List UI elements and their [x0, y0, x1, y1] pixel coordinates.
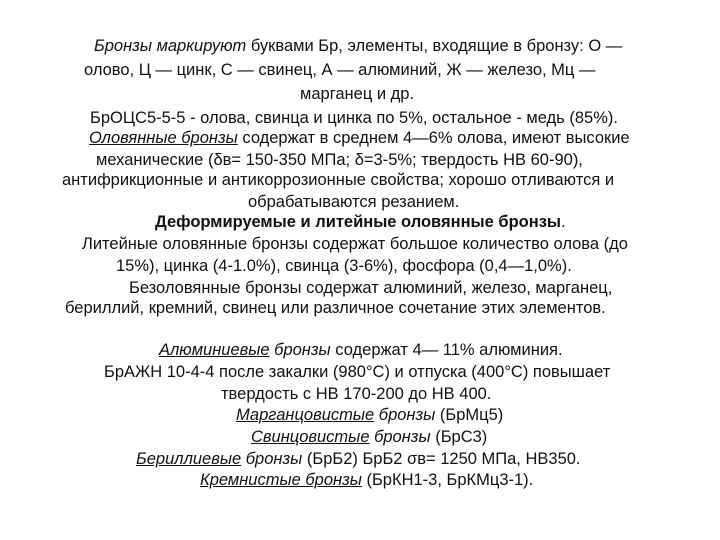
para-tin-line-1 — [89, 128, 709, 148]
para-aluminium-line-1 — [159, 340, 659, 360]
aluminium-term-suffix: бронзы — [269, 341, 331, 359]
lead-grade: (БрС3) — [430, 428, 488, 446]
aluminium-text: содержат 4— 11% алюминия. — [330, 341, 563, 359]
para-markings-line-3: марганец и др. — [300, 85, 415, 103]
beryllium-term-suffix: бронзы — [241, 450, 303, 468]
tin-bronze-text: содержат в среднем 4—6% олова, имеют высокие — [237, 129, 630, 147]
aluminium-term: Алюминиевые — [159, 341, 270, 359]
heading-dot: . — [561, 213, 566, 231]
silicon-term: Кремнистые бронзы — [200, 471, 362, 489]
para-cast-line-1: Литейные оловянные бронзы содержат большое количество олова (до — [82, 235, 628, 253]
silicon-grade: (БрКН1-3, БрКМц3-1). — [361, 471, 534, 489]
para-tin-line-3: антифрикционные и антикоррозионные свойства; хорошо отливаются и — [62, 171, 615, 189]
manganese-term: Марганцовистые — [236, 406, 375, 424]
manganese-grade: (БрМц5) — [435, 406, 504, 424]
markings-term: Бронзы маркируют — [94, 37, 247, 55]
lead-term: Свинцовистые — [251, 428, 370, 446]
section-heading — [155, 212, 655, 232]
para-boc-line: БрОЦС5-5-5 - олова, свинца и цинка по 5%, остальное - медь (85%). — [90, 109, 618, 127]
tin-bronze-term: Оловянные бронзы — [89, 129, 238, 147]
beryllium-term: Бериллиевые — [136, 450, 242, 468]
list-item-beryllium — [136, 449, 696, 469]
heading-text: Деформируемые и литейные оловянные бронзы — [155, 213, 562, 231]
markings-text: буквами Бр, элементы, входящие в бронзу: О — — [246, 37, 623, 55]
para-tin-line-2: механические (δв= 150-350 МПа; δ=3-5%; твердость НВ 60-90), — [96, 151, 583, 169]
lead-term-suffix: бронзы — [369, 428, 431, 446]
para-cast-line-4: бериллий, кремний, свинец или различное сочетание этих элементов. — [65, 299, 606, 317]
para-cast-line-3: Безоловянные бронзы содержат алюминий, железо, марганец, — [129, 279, 613, 297]
para-cast-line-2: 15%), цинка (4-1.0%), свинца (3-6%), фосфора (0,4—1,0%). — [116, 257, 572, 275]
para-tin-line-4: обрабатываются резанием. — [248, 193, 460, 211]
para-aluminium-line-2: БрАЖН 10-4-4 после закалки (980°С) и отпуска (400°С) повышает — [104, 363, 611, 381]
list-item-lead — [251, 427, 651, 447]
beryllium-grade: (БрБ2) БрБ2 σв= 1250 МПа, НВ350. — [302, 450, 581, 468]
list-item-silicon — [200, 470, 700, 490]
list-item-manganese — [236, 405, 636, 425]
para-markings-line-1 — [94, 36, 694, 56]
para-aluminium-line-3: твердость с НВ 170-200 до НВ 400. — [221, 385, 492, 403]
para-markings-line-2: олово, Ц — цинк, С — свинец, А — алюминий, Ж — железо, Мц — — [84, 61, 596, 79]
manganese-term-suffix: бронзы — [374, 406, 436, 424]
